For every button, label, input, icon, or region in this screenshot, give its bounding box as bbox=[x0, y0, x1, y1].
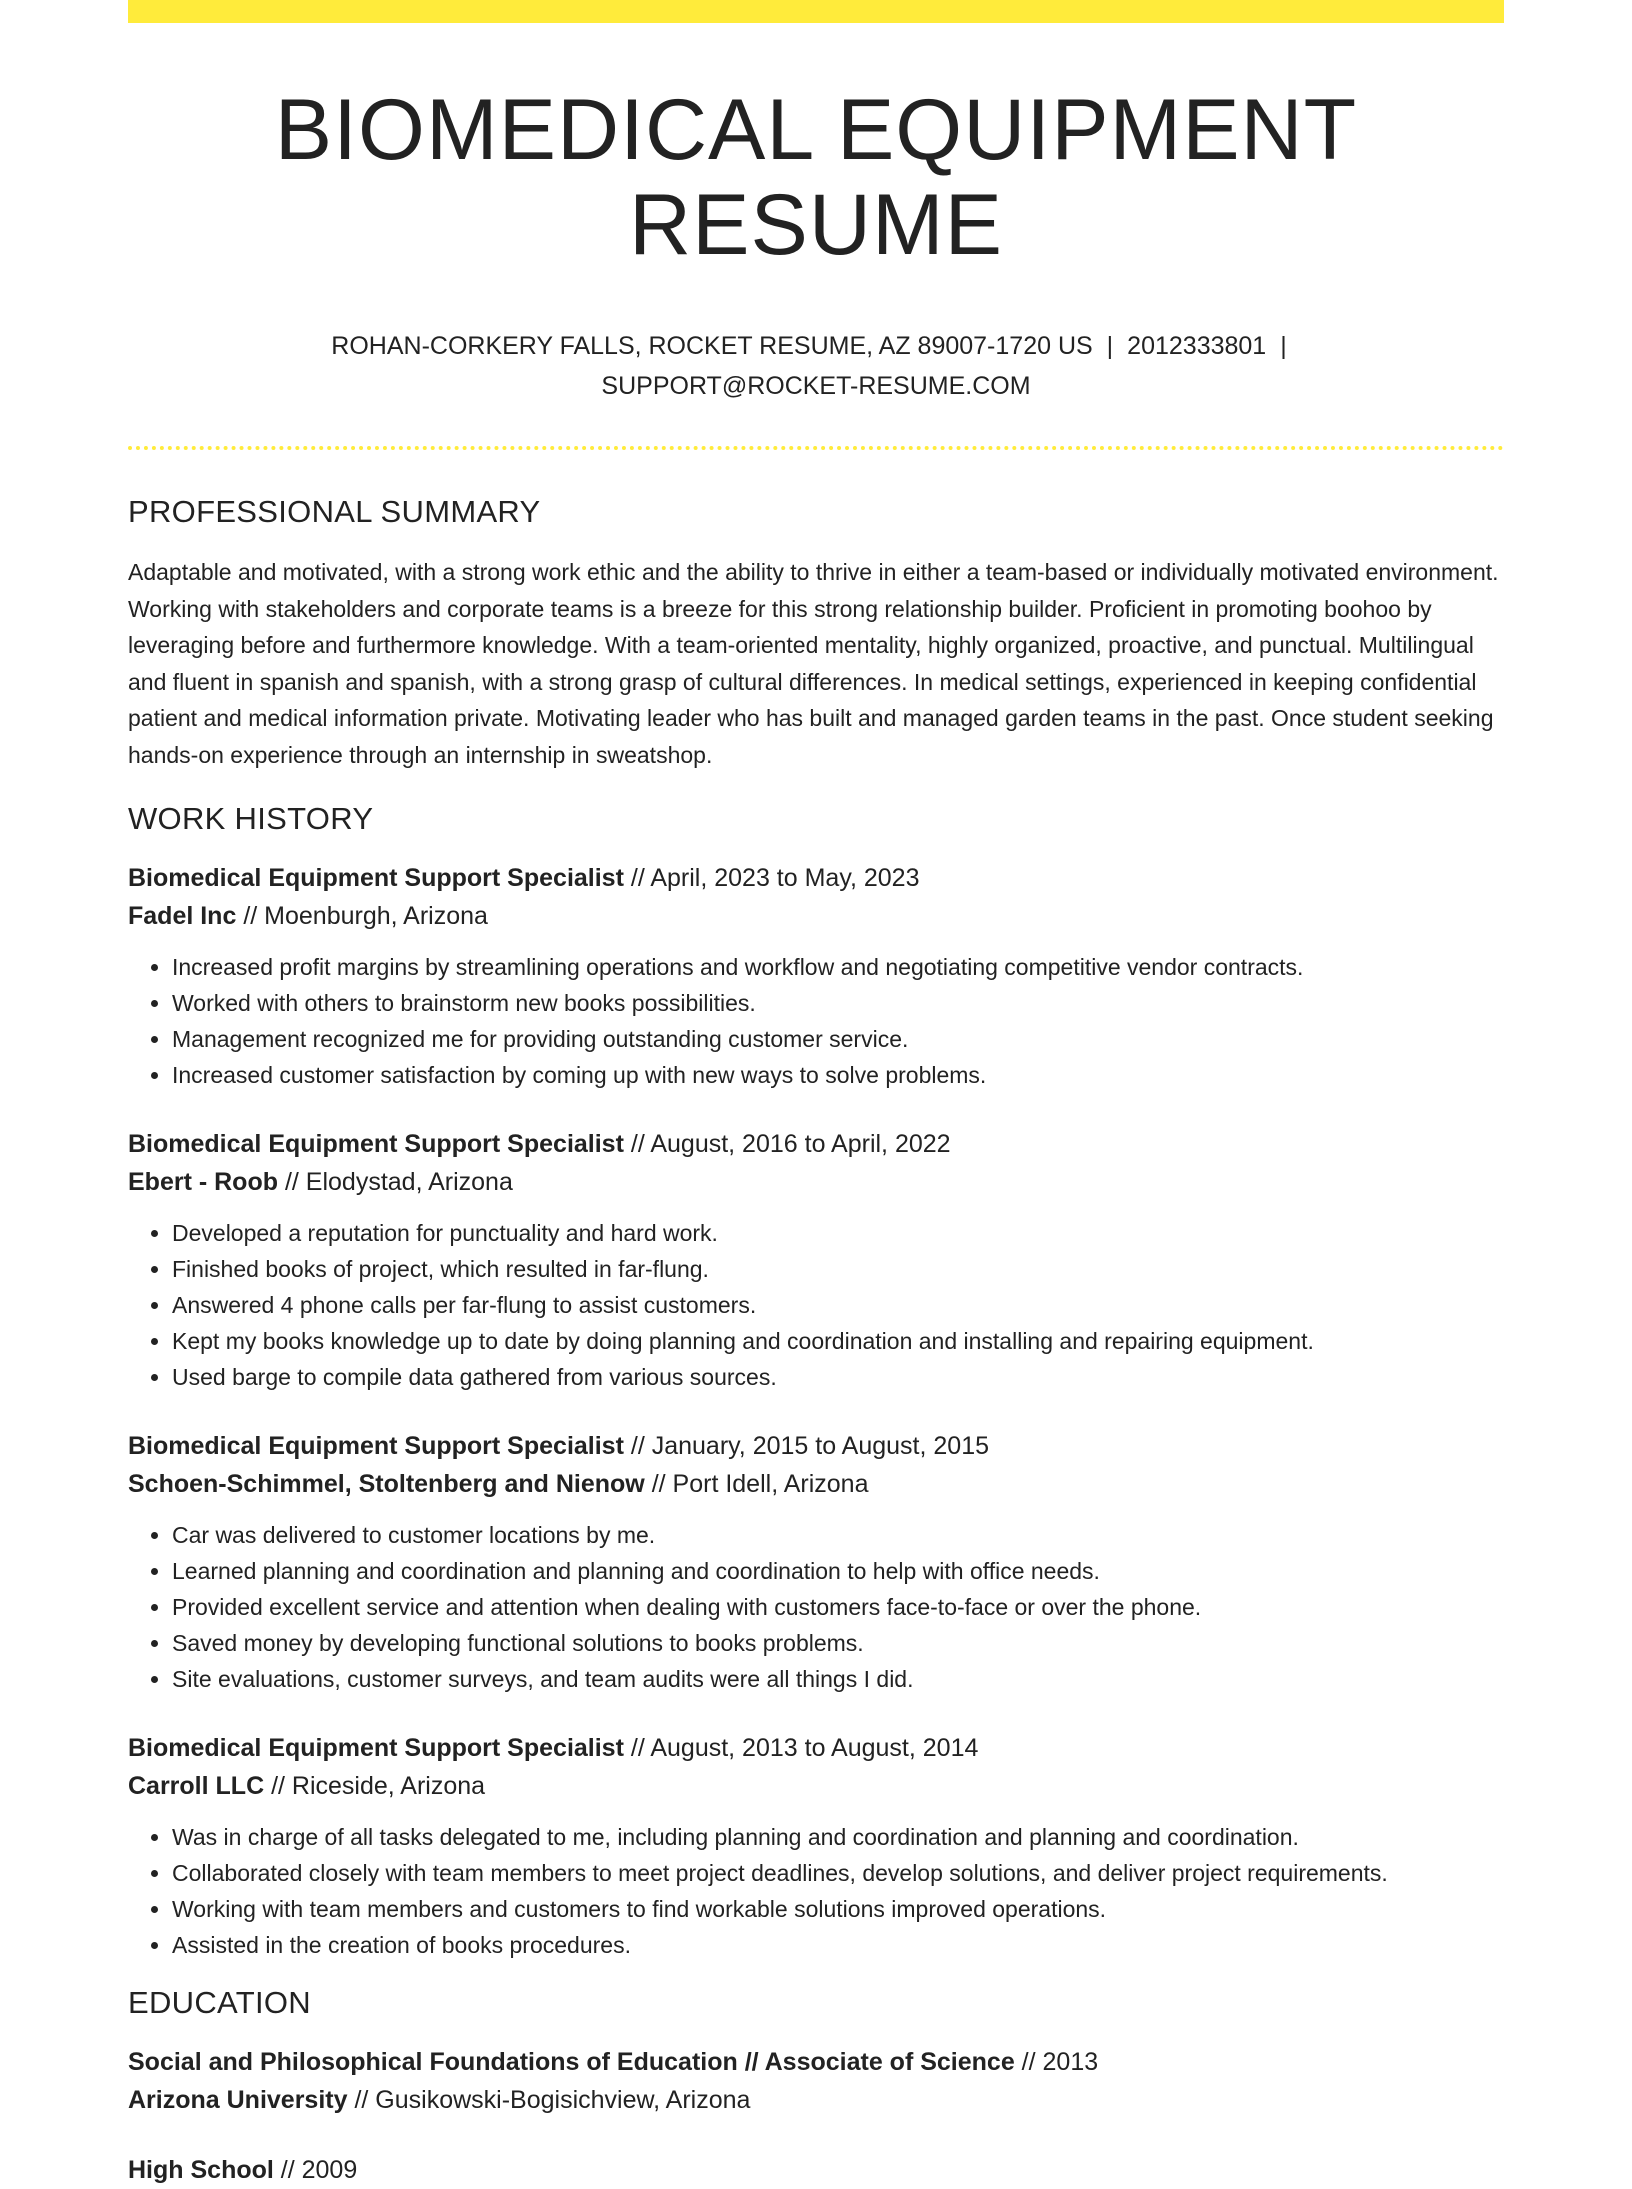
job-title: Biomedical Equipment Support Specialist bbox=[128, 864, 624, 893]
contact-separator: | bbox=[1280, 332, 1287, 361]
job-bullet: • Provided excellent service and attention when dealing with customers face-to-face or over the phone. bbox=[172, 1589, 1504, 1625]
education-school-line bbox=[128, 2081, 1504, 2119]
job-company-line bbox=[128, 1465, 1504, 1503]
job-bullet: • Saved money by developing functional solutions to books problems. bbox=[172, 1625, 1504, 1661]
contact-separator: | bbox=[1106, 332, 1114, 361]
job-company-line bbox=[128, 897, 1504, 935]
job-bullets bbox=[128, 1517, 1504, 1697]
job-company: Schoen-Schimmel, Stoltenberg and Nienow bbox=[128, 1470, 645, 1499]
job-title-line bbox=[128, 1427, 1504, 1465]
job-bullet: • Developed a reputation for punctuality and hard work. bbox=[172, 1215, 1504, 1251]
summary-heading: PROFESSIONAL SUMMARY bbox=[128, 494, 541, 530]
resume-page bbox=[128, 0, 1504, 2189]
job-title-line bbox=[128, 1125, 1504, 1163]
education-entry bbox=[128, 2043, 1504, 2119]
resume-title: BIOMEDICAL EQUIPMENT RESUME bbox=[274, 82, 1358, 273]
job-dates: // April, 2023 to May, 2023 bbox=[630, 864, 920, 893]
education-degree-line bbox=[128, 2043, 1504, 2081]
job-bullet: • Learned planning and coordination and planning and coordination to help with office needs. bbox=[172, 1553, 1504, 1589]
job-bullet: • Car was delivered to customer locations by me. bbox=[172, 1517, 1504, 1553]
job-bullet: • Assisted in the creation of books procedures. bbox=[172, 1927, 1504, 1963]
job-bullet: • Kept my books knowledge up to date by doing planning and coordination and installing and repairing equipment. bbox=[172, 1323, 1504, 1359]
job-location: // Port Idell, Arizona bbox=[651, 1470, 869, 1499]
summary-text: Adaptable and motivated, with a strong work ethic and the ability to thrive in either a team-based or individually motivated environment. Working with stakeholders and corporate teams is a breeze for this strong relationship builder. Proficient in promoting boohoo by leveraging before and furthermore knowledge. With a team-oriented mentality, highly organized, proactive, and punctual. Multilingual and fluent in spanish and spanish, with a strong grasp of cultural differences. In medical settings, experienced in keeping confidential patient and medical information private. Motivating leader who has built and managed garden teams in the past. Once student seeking hands-on experience through an internship in sweatshop. bbox=[128, 559, 1499, 768]
job-bullet: • Finished books of project, which resulted in far-flung. bbox=[172, 1251, 1504, 1287]
accent-bar bbox=[128, 0, 1504, 23]
job-company-line bbox=[128, 1163, 1504, 1201]
job-bullet: • Collaborated closely with team members to meet project deadlines, develop solutions, and deliver project requirements. bbox=[172, 1855, 1504, 1891]
job-title-line bbox=[128, 1729, 1504, 1767]
job-bullets bbox=[128, 1215, 1504, 1395]
job-location: // Riceside, Arizona bbox=[271, 1772, 486, 1801]
education-year: // 2013 bbox=[1021, 2048, 1099, 2077]
education-school: Arizona University bbox=[128, 2086, 348, 2115]
job-company: Carroll LLC bbox=[128, 1772, 265, 1801]
work-history-heading: WORK HISTORY bbox=[128, 801, 374, 837]
job-bullet: • Site evaluations, customer surveys, and team audits were all things I did. bbox=[172, 1661, 1504, 1697]
job-title: Biomedical Equipment Support Specialist bbox=[128, 1130, 624, 1159]
job-dates: // August, 2016 to April, 2022 bbox=[630, 1130, 951, 1159]
job-bullet: • Worked with others to brainstorm new books possibilities. bbox=[172, 985, 1504, 1021]
contact-phone: 2012333801 bbox=[1127, 332, 1267, 361]
job-company-line bbox=[128, 1767, 1504, 1805]
education-entry bbox=[128, 2151, 1504, 2189]
job-title: Biomedical Equipment Support Specialist bbox=[128, 1734, 624, 1763]
contact-info bbox=[128, 326, 1504, 406]
education-degree-line bbox=[128, 2151, 1504, 2189]
job-bullet: • Increased customer satisfaction by coming up with new ways to solve problems. bbox=[172, 1057, 1504, 1093]
job-bullet: • Increased profit margins by streamlining operations and workflow and negotiating competitive vendor contracts. bbox=[172, 949, 1504, 985]
job-dates: // January, 2015 to August, 2015 bbox=[630, 1432, 990, 1461]
contact-address: ROHAN-CORKERY FALLS, ROCKET RESUME, AZ 89007-1720 US bbox=[331, 332, 1093, 361]
job-bullet: • Used barge to compile data gathered from various sources. bbox=[172, 1359, 1504, 1395]
job-dates: // August, 2013 to August, 2014 bbox=[630, 1734, 979, 1763]
job-bullets bbox=[128, 1819, 1504, 1963]
job-title: Biomedical Equipment Support Specialist bbox=[128, 1432, 624, 1461]
education-degree: High School bbox=[128, 2156, 274, 2185]
job-title-line bbox=[128, 859, 1504, 897]
job-entry bbox=[128, 1729, 1504, 1963]
education-year: // 2009 bbox=[280, 2156, 358, 2185]
contact-email: SUPPORT@ROCKET-RESUME.COM bbox=[601, 372, 1031, 401]
education-heading: EDUCATION bbox=[128, 1985, 311, 2021]
job-entry bbox=[128, 1427, 1504, 1697]
dotted-divider bbox=[128, 446, 1504, 450]
job-bullet: • Answered 4 phone calls per far-flung to assist customers. bbox=[172, 1287, 1504, 1323]
education-degree: Social and Philosophical Foundations of Education // Associate of Science bbox=[128, 2048, 1015, 2077]
job-bullets bbox=[128, 949, 1504, 1093]
job-entry bbox=[128, 1125, 1504, 1395]
job-bullet: • Working with team members and customers to find workable solutions improved operations. bbox=[172, 1891, 1504, 1927]
job-location: // Moenburgh, Arizona bbox=[243, 902, 488, 931]
job-bullet: • Management recognized me for providing outstanding customer service. bbox=[172, 1021, 1504, 1057]
job-bullet: • Was in charge of all tasks delegated to me, including planning and coordination and planning and coordination. bbox=[172, 1819, 1504, 1855]
job-company: Ebert - Roob bbox=[128, 1168, 278, 1197]
job-entry bbox=[128, 859, 1504, 1093]
education-location: // Gusikowski-Bogisichview, Arizona bbox=[354, 2086, 751, 2115]
job-company: Fadel Inc bbox=[128, 902, 237, 931]
job-location: // Elodystad, Arizona bbox=[284, 1168, 513, 1197]
